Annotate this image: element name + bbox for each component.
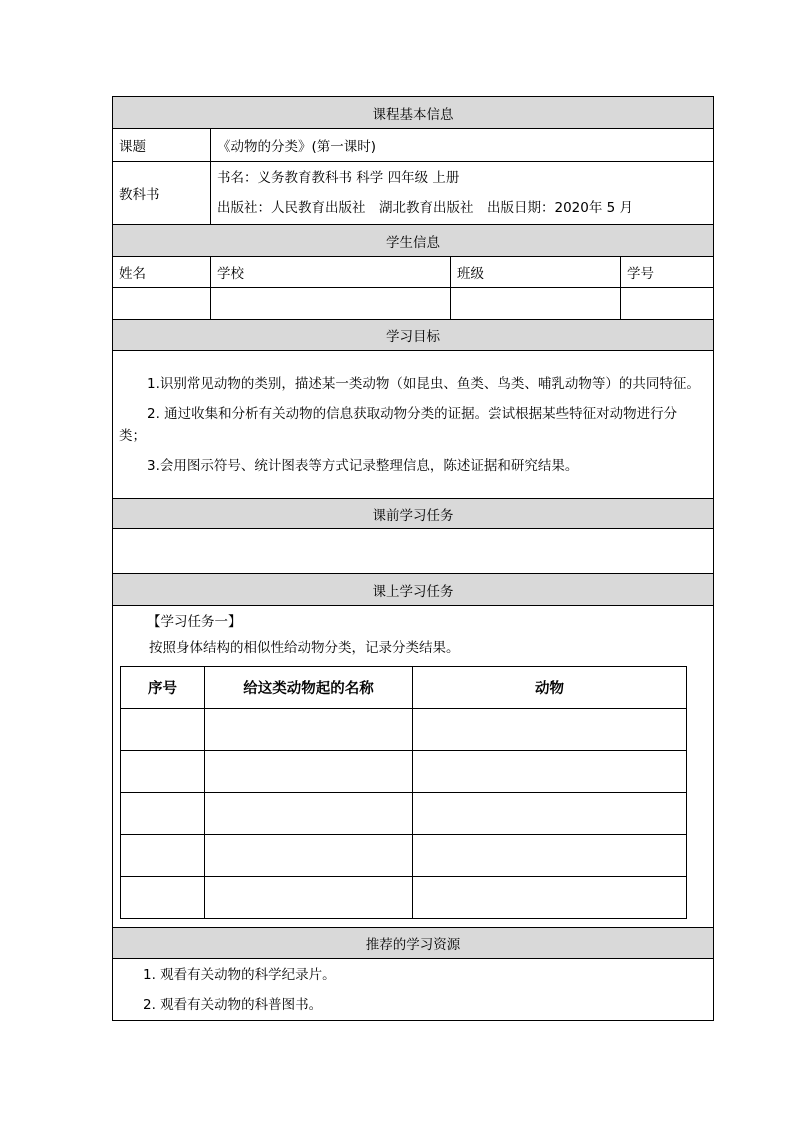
pre-class-content[interactable] [113,529,714,574]
objective-item-1: 1.识别常见动物的类别，描述某一类动物（如昆虫、鱼类、鸟类、哺乳动物等）的共同特征。 [147,375,700,392]
group-name-cell[interactable] [205,793,413,835]
table-row [121,751,687,793]
col-header-index: 序号 [121,667,205,709]
group-name-cell[interactable] [205,709,413,751]
classification-table [120,666,687,919]
in-class-body [113,606,714,928]
table-row [121,835,687,877]
table-row [121,877,687,919]
animals-cell[interactable] [413,709,687,751]
index-cell[interactable] [121,751,205,793]
lesson-table [112,96,714,1021]
resources-body [113,959,714,1021]
student-class-field[interactable] [451,288,621,320]
table-row [121,793,687,835]
group-name-cell[interactable] [205,835,413,877]
task-title: 【学习任务一】 [147,614,242,630]
objectives-body [113,351,714,499]
section-student-info: 学生信息 [113,225,714,257]
col-header-animals: 动物 [413,667,687,709]
index-cell[interactable] [121,877,205,919]
group-name-cell[interactable] [205,751,413,793]
lesson-sheet [112,96,713,1021]
animals-cell[interactable] [413,835,687,877]
animals-cell[interactable] [413,793,687,835]
textbook-line-publisher: 出版社：人民教育出版社 湖北教育出版社 出版日期：2020年 5 月 [217,200,634,216]
textbook-info [211,162,714,225]
objective-item-3: 3.会用图示符号、统计图表等方式记录整理信息，陈述证据和研究结果。 [147,457,579,474]
topic-label: 课题 [113,129,211,162]
col-header-group-name: 给这类动物起的名称 [205,667,413,709]
index-cell[interactable] [121,709,205,751]
topic-value: 《动物的分类》(第一课时) [211,129,714,162]
task-instruction: 按照身体结构的相似性给动物分类，记录分类结果。 [149,640,460,656]
student-name-field[interactable] [113,288,211,320]
student-header-name: 姓名 [113,257,211,288]
student-id-field[interactable] [621,288,714,320]
textbook-line-title: 书名：义务教育教科书 科学 四年级 上册 [217,170,460,186]
section-in-class: 课上学习任务 [113,574,714,606]
resource-item-2: 2. 观看有关动物的科普图书。 [143,996,323,1013]
resource-item-1: 1. 观看有关动物的科学纪录片。 [143,966,336,983]
section-course-info: 课程基本信息 [113,97,714,129]
index-cell[interactable] [121,793,205,835]
section-objectives: 学习目标 [113,320,714,351]
group-name-cell[interactable] [205,877,413,919]
animals-cell[interactable] [413,877,687,919]
objective-item-2: 2. 通过收集和分析有关动物的信息获取动物分类的证据。尝试根据某些特征对动物进行分类； [119,405,678,444]
student-school-field[interactable] [211,288,451,320]
student-header-school: 学校 [211,257,451,288]
index-cell[interactable] [121,835,205,877]
student-header-class: 班级 [451,257,621,288]
section-pre-class: 课前学习任务 [113,499,714,529]
table-row [121,709,687,751]
section-resources: 推荐的学习资源 [113,928,714,959]
textbook-label: 教科书 [113,162,211,225]
animals-cell[interactable] [413,751,687,793]
student-header-id: 学号 [621,257,714,288]
